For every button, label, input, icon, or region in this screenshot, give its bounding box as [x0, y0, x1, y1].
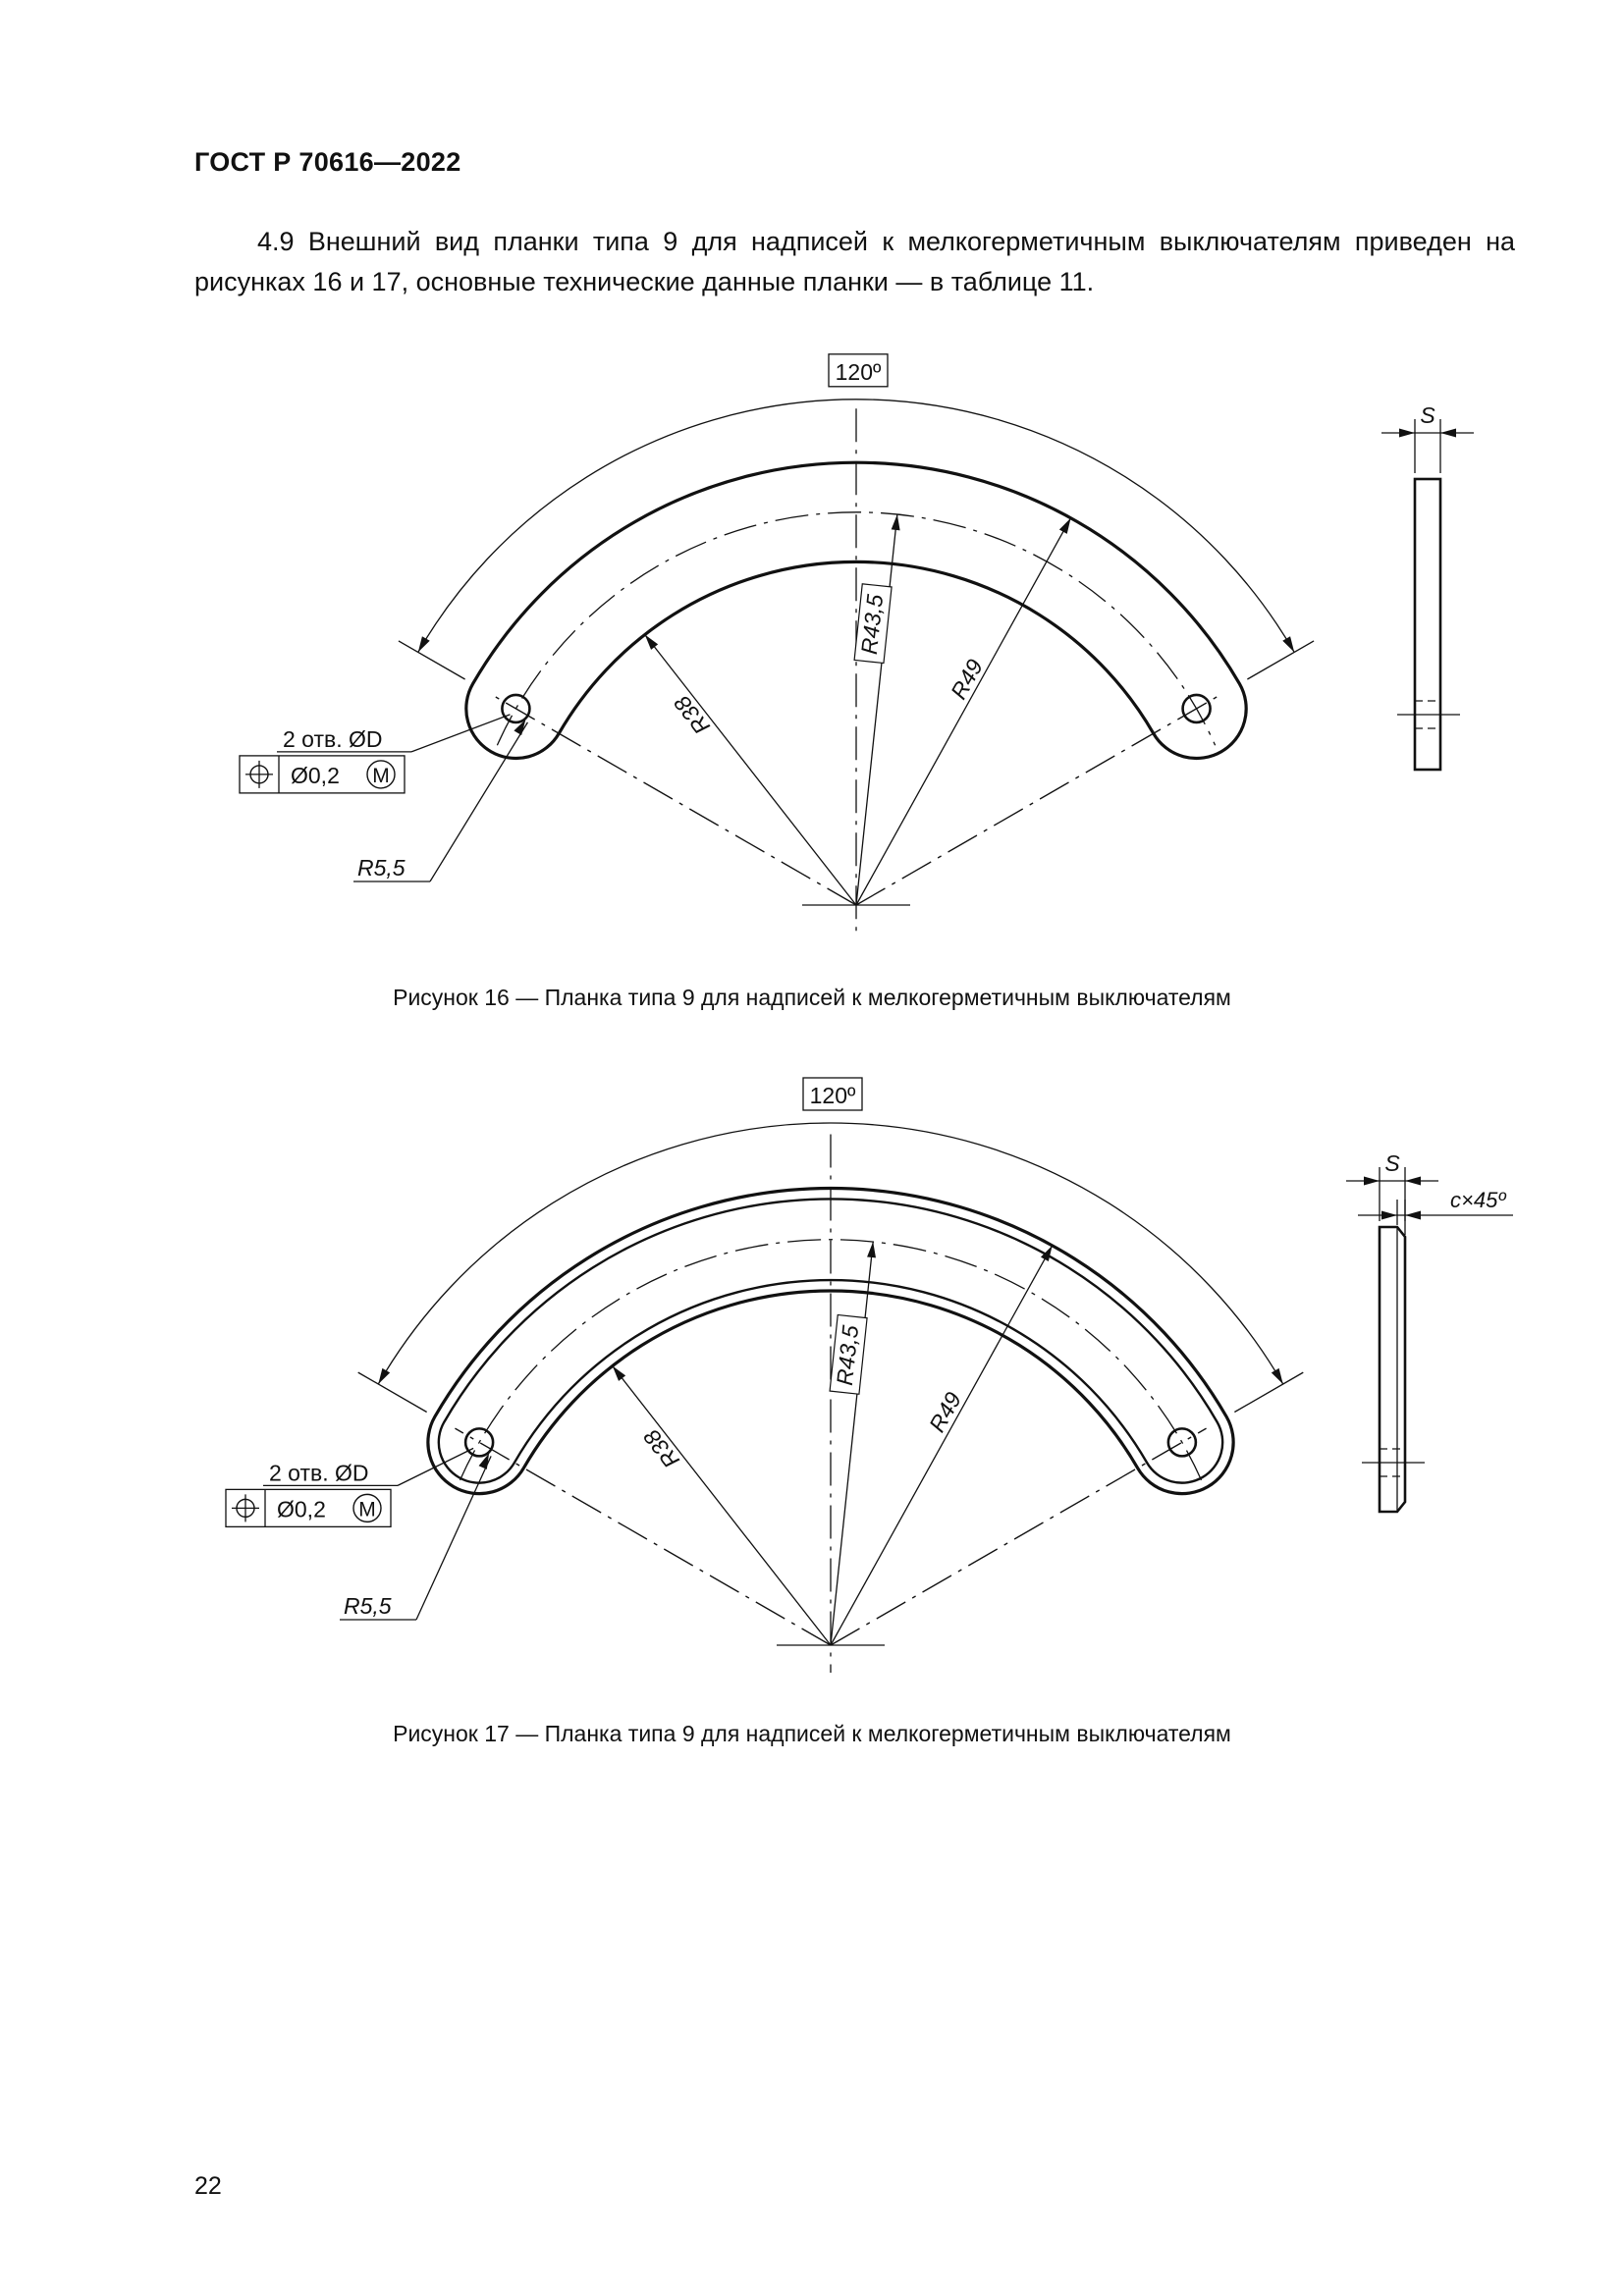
left-extension-line [358, 1372, 427, 1412]
paragraph-text: 4.9 Внешний вид планки типа 9 для надписей к мелкогерметичным выключателям приведен на рисунках 16 и 17, основные технические данные планки — в таблице 11. [194, 227, 1515, 296]
radius-r49-label: R49 [945, 655, 989, 704]
right-extension-line [1234, 1372, 1303, 1412]
radius-r43-5-arrow [867, 1242, 876, 1257]
hole-count-label: 2 отв. ØD [269, 1460, 369, 1486]
right-radial-centerline [831, 1428, 1207, 1645]
chamfer-arrow-right [1405, 1211, 1421, 1220]
document-header: ГОСТ Р 70616—2022 [194, 147, 461, 177]
angle-arrow-right [1272, 1368, 1283, 1384]
chamfer-label: c×45º [1450, 1188, 1506, 1212]
radius-r43-5-label: R43,5 [831, 1323, 864, 1387]
radius-r38-line [613, 1366, 831, 1645]
side-view-profile [1380, 1227, 1405, 1512]
r5-5-label: R5,5 [344, 1593, 392, 1619]
figure-17-caption: Рисунок 17 — Планка типа 9 для надписей к мелкогерметичным выключателям [393, 1721, 1231, 1746]
thickness-label: S [1420, 402, 1435, 428]
angle-label: 120º [809, 1083, 856, 1108]
radius-r49-line [831, 1246, 1053, 1645]
radius-r43-5-line [831, 1242, 873, 1645]
radius-r43-5-label-group [830, 1315, 867, 1395]
angle-label: 120º [835, 358, 882, 385]
tolerance-value: Ø0,2 [291, 762, 340, 788]
hole-count-label: 2 отв. ØD [283, 725, 383, 752]
thickness-arrow-left [1364, 1177, 1380, 1186]
r5-5-leader-line [416, 1456, 491, 1620]
page-number: 22 [194, 2172, 222, 2200]
radius-r38-label: R38 [669, 690, 715, 740]
plate-outline [428, 1189, 1233, 1494]
mmc-modifier-label: M [358, 1498, 376, 1522]
left-radial-centerline [455, 1428, 831, 1645]
thickness-arrow-right [1405, 1177, 1421, 1186]
figure-16-caption: Рисунок 16 — Планка типа 9 для надписей к мелкогерметичным выключателям [393, 985, 1231, 1010]
radius-r49-label: R49 [923, 1387, 967, 1437]
radius-r43-5-label: R43,5 [855, 593, 889, 656]
radius-r38-arrow [613, 1366, 625, 1381]
angle-arrow-left [378, 1368, 390, 1384]
thickness-label: S [1384, 1150, 1400, 1176]
r5-5-label: R5,5 [357, 855, 406, 881]
radius-r38-label: R38 [638, 1424, 684, 1473]
radius-r38-label-group [638, 1424, 684, 1472]
mmc-modifier-label: M [372, 764, 390, 787]
tolerance-value: Ø0,2 [277, 1496, 326, 1522]
chamfer-arrow-left [1381, 1211, 1397, 1220]
